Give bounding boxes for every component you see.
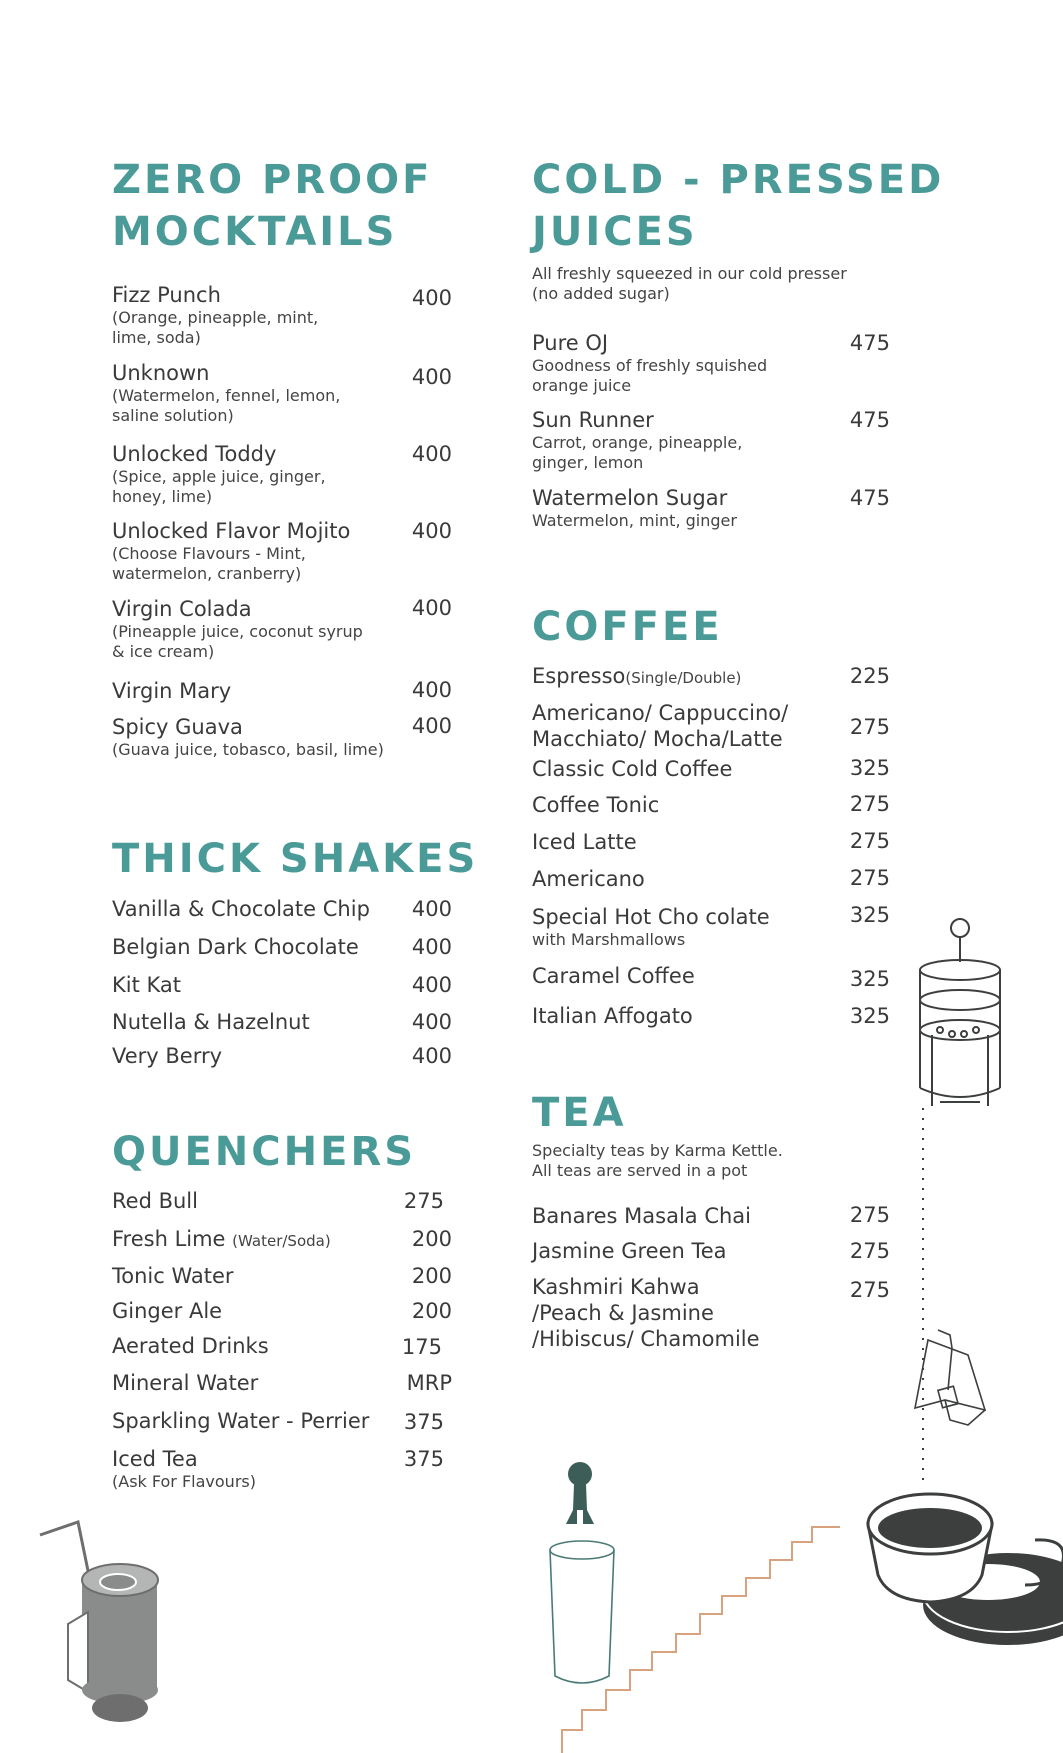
french-press-icon xyxy=(920,919,1000,1106)
item-price: 275 xyxy=(849,1278,890,1302)
item-name: Vanilla & Chocolate Chip xyxy=(112,897,370,921)
juices-title-line2: JUICES xyxy=(532,209,698,255)
item-price: 400 xyxy=(411,365,452,389)
item-name: Belgian Dark Chocolate xyxy=(112,935,359,959)
item-name: Coffee Tonic xyxy=(532,793,660,817)
item-name-text: Espresso xyxy=(532,664,626,688)
item-price: 375 xyxy=(403,1410,444,1434)
item-name: Special Hot Cho colate xyxy=(532,905,770,929)
can-drink-icon xyxy=(40,1522,158,1722)
item-name: Iced Latte xyxy=(532,830,637,854)
item-name: Unknown xyxy=(112,361,210,385)
item-name: Banares Masala Chai xyxy=(532,1204,752,1228)
item-price: 400 xyxy=(411,519,452,543)
item-price: 325 xyxy=(849,903,890,927)
tea-bag-icon xyxy=(915,1330,985,1425)
item-name: Kit Kat xyxy=(112,973,182,997)
stairs-line xyxy=(562,1527,840,1753)
tea-title: TEA xyxy=(532,1090,627,1136)
item-price: 225 xyxy=(849,664,890,688)
item-name: Nutella & Hazelnut xyxy=(112,1010,310,1034)
item-name: Tonic Water xyxy=(112,1264,234,1288)
quenchers-title: QUENCHERS xyxy=(112,1129,417,1175)
item-price: MRP xyxy=(406,1371,452,1395)
item-price: 325 xyxy=(849,967,890,991)
item-desc: saline solution) xyxy=(112,406,234,425)
item-price: 325 xyxy=(849,756,890,780)
item-desc: ginger, lemon xyxy=(532,453,644,472)
item-name: Jasmine Green Tea xyxy=(532,1239,727,1263)
item-desc: honey, lime) xyxy=(112,487,213,506)
item-name: Americano xyxy=(532,867,645,891)
item-name-text: Fresh Lime xyxy=(112,1227,226,1251)
item-price: 475 xyxy=(849,408,890,432)
item-price: 475 xyxy=(849,331,890,355)
item-price: 200 xyxy=(411,1299,452,1323)
item-price: 475 xyxy=(849,486,890,510)
item-desc: (Ask For Flavours) xyxy=(112,1472,256,1491)
coffee-title: COFFEE xyxy=(532,604,723,650)
item-price: 325 xyxy=(849,1004,890,1028)
item-name: Fizz Punch xyxy=(112,283,221,307)
item-price: 275 xyxy=(849,866,890,890)
juices-title-line1: COLD - PRESSED xyxy=(532,157,945,203)
item-name: Kashmiri Kahwa xyxy=(532,1275,700,1299)
item-name: Classic Cold Coffee xyxy=(532,757,733,781)
item-desc: Carrot, orange, pineapple, xyxy=(532,433,743,452)
item-name: Sun Runner xyxy=(532,408,654,432)
glass-icon xyxy=(550,1462,614,1683)
mocktails-title-line1: ZERO PROOF xyxy=(112,157,433,203)
item-price: 400 xyxy=(411,286,452,310)
item-name: Pure OJ xyxy=(532,331,609,355)
item-price: 400 xyxy=(411,973,452,997)
item-desc: Goodness of freshly squished xyxy=(532,356,768,375)
item-name: Aerated Drinks xyxy=(112,1334,269,1358)
item-name: Spicy Guava xyxy=(112,715,243,739)
item-price: 275 xyxy=(849,792,890,816)
item-desc: watermelon, cranberry) xyxy=(112,564,302,583)
item-name: Unlocked Flavor Mojito xyxy=(112,519,351,543)
item-price: 375 xyxy=(403,1447,444,1471)
item-price: 400 xyxy=(411,1010,452,1034)
item-desc: (Guava juice, tobasco, basil, lime) xyxy=(112,740,384,759)
item-name-line2: Macchiato/ Mocha/Latte xyxy=(532,727,783,751)
item-name: Virgin Colada xyxy=(112,597,252,621)
item-note: (Water/Soda) xyxy=(232,1232,331,1250)
item-desc: (Spice, apple juice, ginger, xyxy=(112,467,326,486)
item-price: 400 xyxy=(411,596,452,620)
item-price: 400 xyxy=(411,897,452,921)
mocktails-title-line2: MOCKTAILS xyxy=(112,209,398,255)
juices-subtitle-line1: All freshly squeezed in our cold presser xyxy=(532,264,847,283)
item-name-line2: /Peach & Jasmine xyxy=(532,1301,714,1325)
item-name: Mineral Water xyxy=(112,1371,259,1395)
tea-subtitle-line2: All teas are served in a pot xyxy=(532,1161,748,1180)
item-price: 175 xyxy=(401,1335,442,1359)
item-price: 400 xyxy=(411,935,452,959)
item-name: Caramel Coffee xyxy=(532,964,695,988)
juices-subtitle-line2: (no added sugar) xyxy=(532,284,670,303)
item-desc: & ice cream) xyxy=(112,642,215,661)
item-price: 275 xyxy=(403,1189,444,1213)
shakes-title: THICK SHAKES xyxy=(112,836,479,882)
item-name: Virgin Mary xyxy=(112,679,232,703)
tea-subtitle-line1: Specialty teas by Karma Kettle. xyxy=(532,1141,783,1160)
item-price: 400 xyxy=(411,678,452,702)
item-price: 200 xyxy=(411,1264,452,1288)
item-name-line3: /Hibiscus/ Chamomile xyxy=(532,1327,760,1351)
item-name: Very Berry xyxy=(112,1044,223,1068)
item-name: Watermelon Sugar xyxy=(532,486,728,510)
item-desc: (Orange, pineapple, mint, xyxy=(112,308,319,327)
coffee-cup-icon xyxy=(868,1494,1063,1645)
item-name: Italian Affogato xyxy=(532,1004,693,1028)
item-desc: (Pineapple juice, coconut syrup xyxy=(112,622,363,641)
item-name: Iced Tea xyxy=(112,1447,198,1471)
item-name: Americano/ Cappuccino/ xyxy=(532,701,789,725)
item-price: 400 xyxy=(411,1044,452,1068)
item-price: 400 xyxy=(411,442,452,466)
item-price: 200 xyxy=(411,1227,452,1251)
item-price: 275 xyxy=(849,829,890,853)
item-price: 400 xyxy=(411,714,452,738)
item-name: Red Bull xyxy=(112,1189,198,1213)
item-desc: Watermelon, mint, ginger xyxy=(532,511,737,530)
item-price: 275 xyxy=(849,715,890,739)
item-name: Sparkling Water - Perrier xyxy=(112,1409,370,1433)
item-name: Ginger Ale xyxy=(112,1299,223,1323)
item-price: 275 xyxy=(849,1203,890,1227)
item-note: (Single/Double) xyxy=(625,669,742,687)
item-desc: (Choose Flavours - Mint, xyxy=(112,544,306,563)
item-desc: orange juice xyxy=(532,376,632,395)
item-desc: lime, soda) xyxy=(112,328,201,347)
item-name: Unlocked Toddy xyxy=(112,442,277,466)
item-desc: (Watermelon, fennel, lemon, xyxy=(112,386,341,405)
item-desc: with Marshmallows xyxy=(532,930,686,949)
item-price: 275 xyxy=(849,1239,890,1263)
